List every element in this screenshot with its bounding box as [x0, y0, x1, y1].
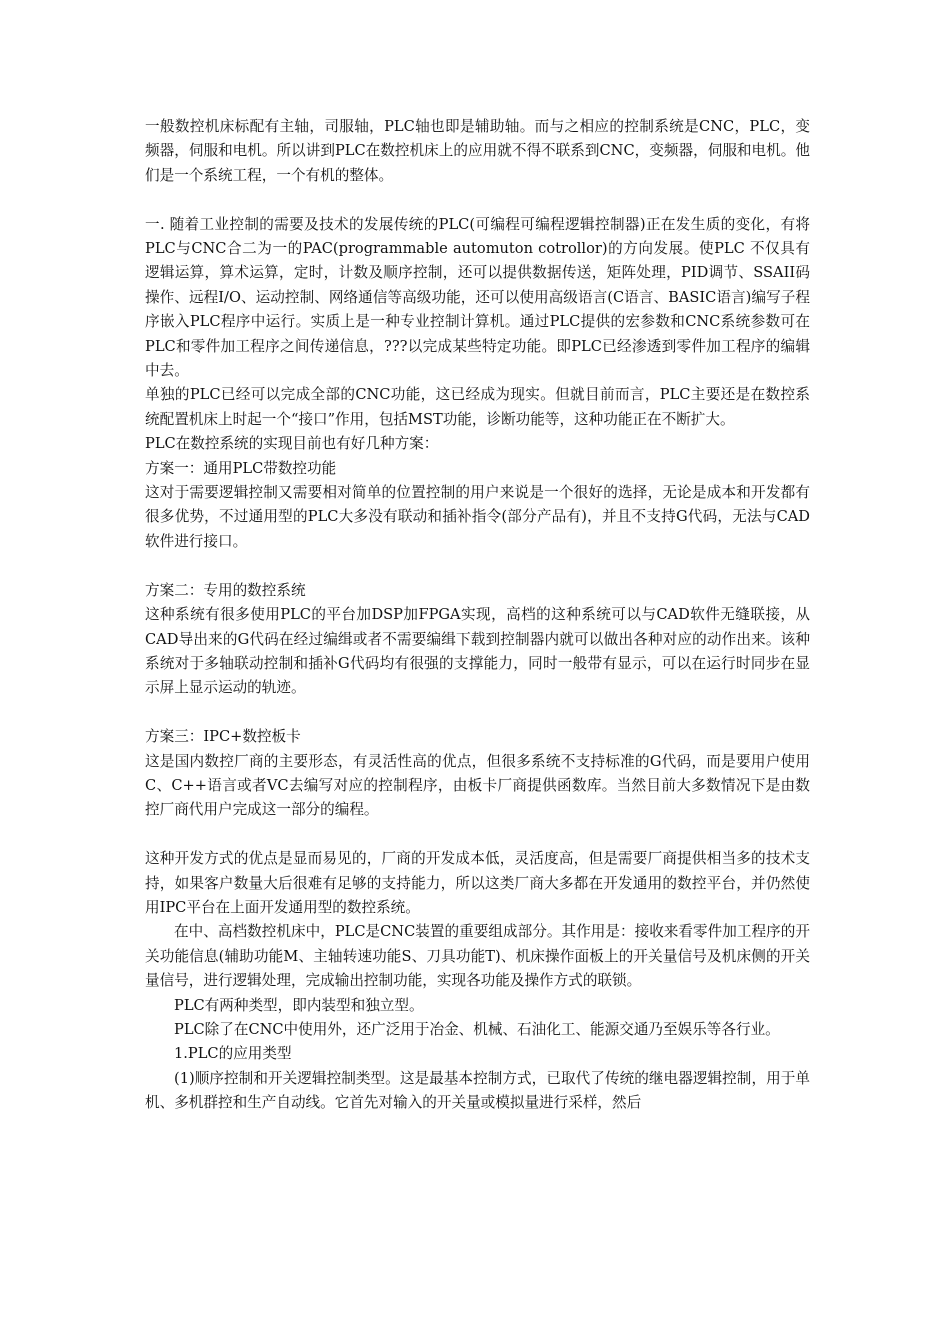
paragraph-spacer — [145, 701, 810, 725]
paragraph-spacer — [145, 554, 810, 578]
paragraph-plc-industries: PLC除了在CNC中使用外，还广泛用于冶金、机械、石油化工、能源交通乃至娱乐等各行业。 — [174, 1020, 780, 1038]
paragraph-spacer — [145, 823, 810, 847]
paragraph-development-mode: 这种开发方式的优点是显而易见的，厂商的开发成本低，灵活度高，但是需要厂商提供相当多的技术支持，如果客户数量大后很难有足够的支持能力，所以这类厂商大多都在开发通用的数控平台，并仍然使用IPC平台在上面开发通用型的数控系统。 — [145, 850, 810, 916]
document-body — [145, 115, 810, 1116]
paragraph-plc-types: PLC有两种类型，即内装型和独立型。 — [174, 996, 424, 1014]
paragraph-solution-one: 这对于需要逻辑控制又需要相对简单的位置控制的用户来说是一个很好的选择，无论是成本和开发都有很多优势，不过通用型的PLC大多没有联动和插补指令(部分产品有)，并且不支持G代码，无法与CAD软件进行接口。 — [145, 484, 810, 550]
paragraph-solution-three: 这是国内数控厂商的主要形态，有灵活性高的优点，但很多系统不支持标准的G代码，而是要用户使用C、C++语言或者VC去编写对应的控制程序，由板卡厂商提供函数库。当然目前大多数情况下是由数控厂商代用户完成这一部分的编程。 — [145, 752, 810, 819]
heading-solution-two: 方案二：专用的数控系统 — [145, 581, 306, 599]
paragraph-plc-role: 在中、高档数控机床中，PLC是CNC装置的重要组成部分。其作用是：接收来看零件加工程序的开关功能信息(辅助功能M、主轴转速功能S、刀具功能T)、机床操作面板上的开关量信号及机床侧的开关量信号，进行逻辑处理，完成输出控制功能，实现各功能及操作方式的联锁。 — [145, 923, 810, 990]
paragraph-solutions-intro: PLC在数控系统的实现目前也有好几种方案： — [145, 435, 439, 453]
heading-application-types: 1.PLC的应用类型 — [174, 1045, 292, 1063]
paragraph-intro: 一般数控机床标配有主轴，司服轴，PLC轴也即是辅助轴。而与之相应的控制系统是CNC，PLC，变频器，伺服和电机。所以讲到PLC在数控机床上的应用就不得不联系到CNC，变频器，伺服和电机。他们是一个系统工程，一个有机的整体。 — [145, 118, 810, 184]
paragraph-solution-two: 这种系统有很多使用PLC的平台加DSP加FPGA实现，高档的这种系统可以与CAD软件无缝联接，从CAD导出来的G代码在经过编缉或者不需要编缉下载到控制器内就可以做出各种对应的动作出来。该种系统对于多轴联动控制和插补G代码均有很强的支撑能力，同时一般带有显示，可以在运行时同步在显示屏上显示运动的轨迹。 — [145, 606, 810, 697]
paragraph-section-one: 一. 随着工业控制的需要及技术的发展传统的PLC(可编程可编程逻辑控制器)正在发生质的变化，有将PLC与CNC合二为一的PAC(programmable automuton cotrollor)的方向发展。使PLC 不仅具有逻辑运算，算术运算，定时，计数及顺序控制，还可以提供数据传送，矩阵处理，PID调节、SSAII码操作、远程I/O、运动控制、网络通信等高级功能，还可以使用高级语言(C语言、BASIC语言)编写子程序嵌入PLC程序中运行。实质上是一种专业控制计算机。通过PLC提供的宏参数和CNC系统参数可在PLC和零件加工程序之间传递信息，???以完成某些特定功能。即PLC已经渗透到零件加工程序的编辑中去。 — [145, 215, 810, 380]
paragraph-sequence-control: (1)顺序控制和开关逻辑控制类型。这是最基本控制方式，已取代了传统的继电器逻辑控制，用于单机、多机群控和生产自动线。它首先对输入的开关量或模拟量进行采样，然后 — [145, 1069, 810, 1112]
heading-solution-three: 方案三：IPC+数控板卡 — [145, 728, 301, 746]
paragraph-standalone-plc: 单独的PLC已经可以完成全部的CNC功能，这已经成为现实。但就目前而言，PLC主要还是在数控系统配置机床上时起一个“接口”作用，包括MST功能，诊断功能等，这种功能正在不断扩大。 — [145, 386, 810, 428]
paragraph-spacer — [145, 188, 810, 212]
heading-solution-one: 方案一：通用PLC带数控功能 — [145, 459, 337, 477]
